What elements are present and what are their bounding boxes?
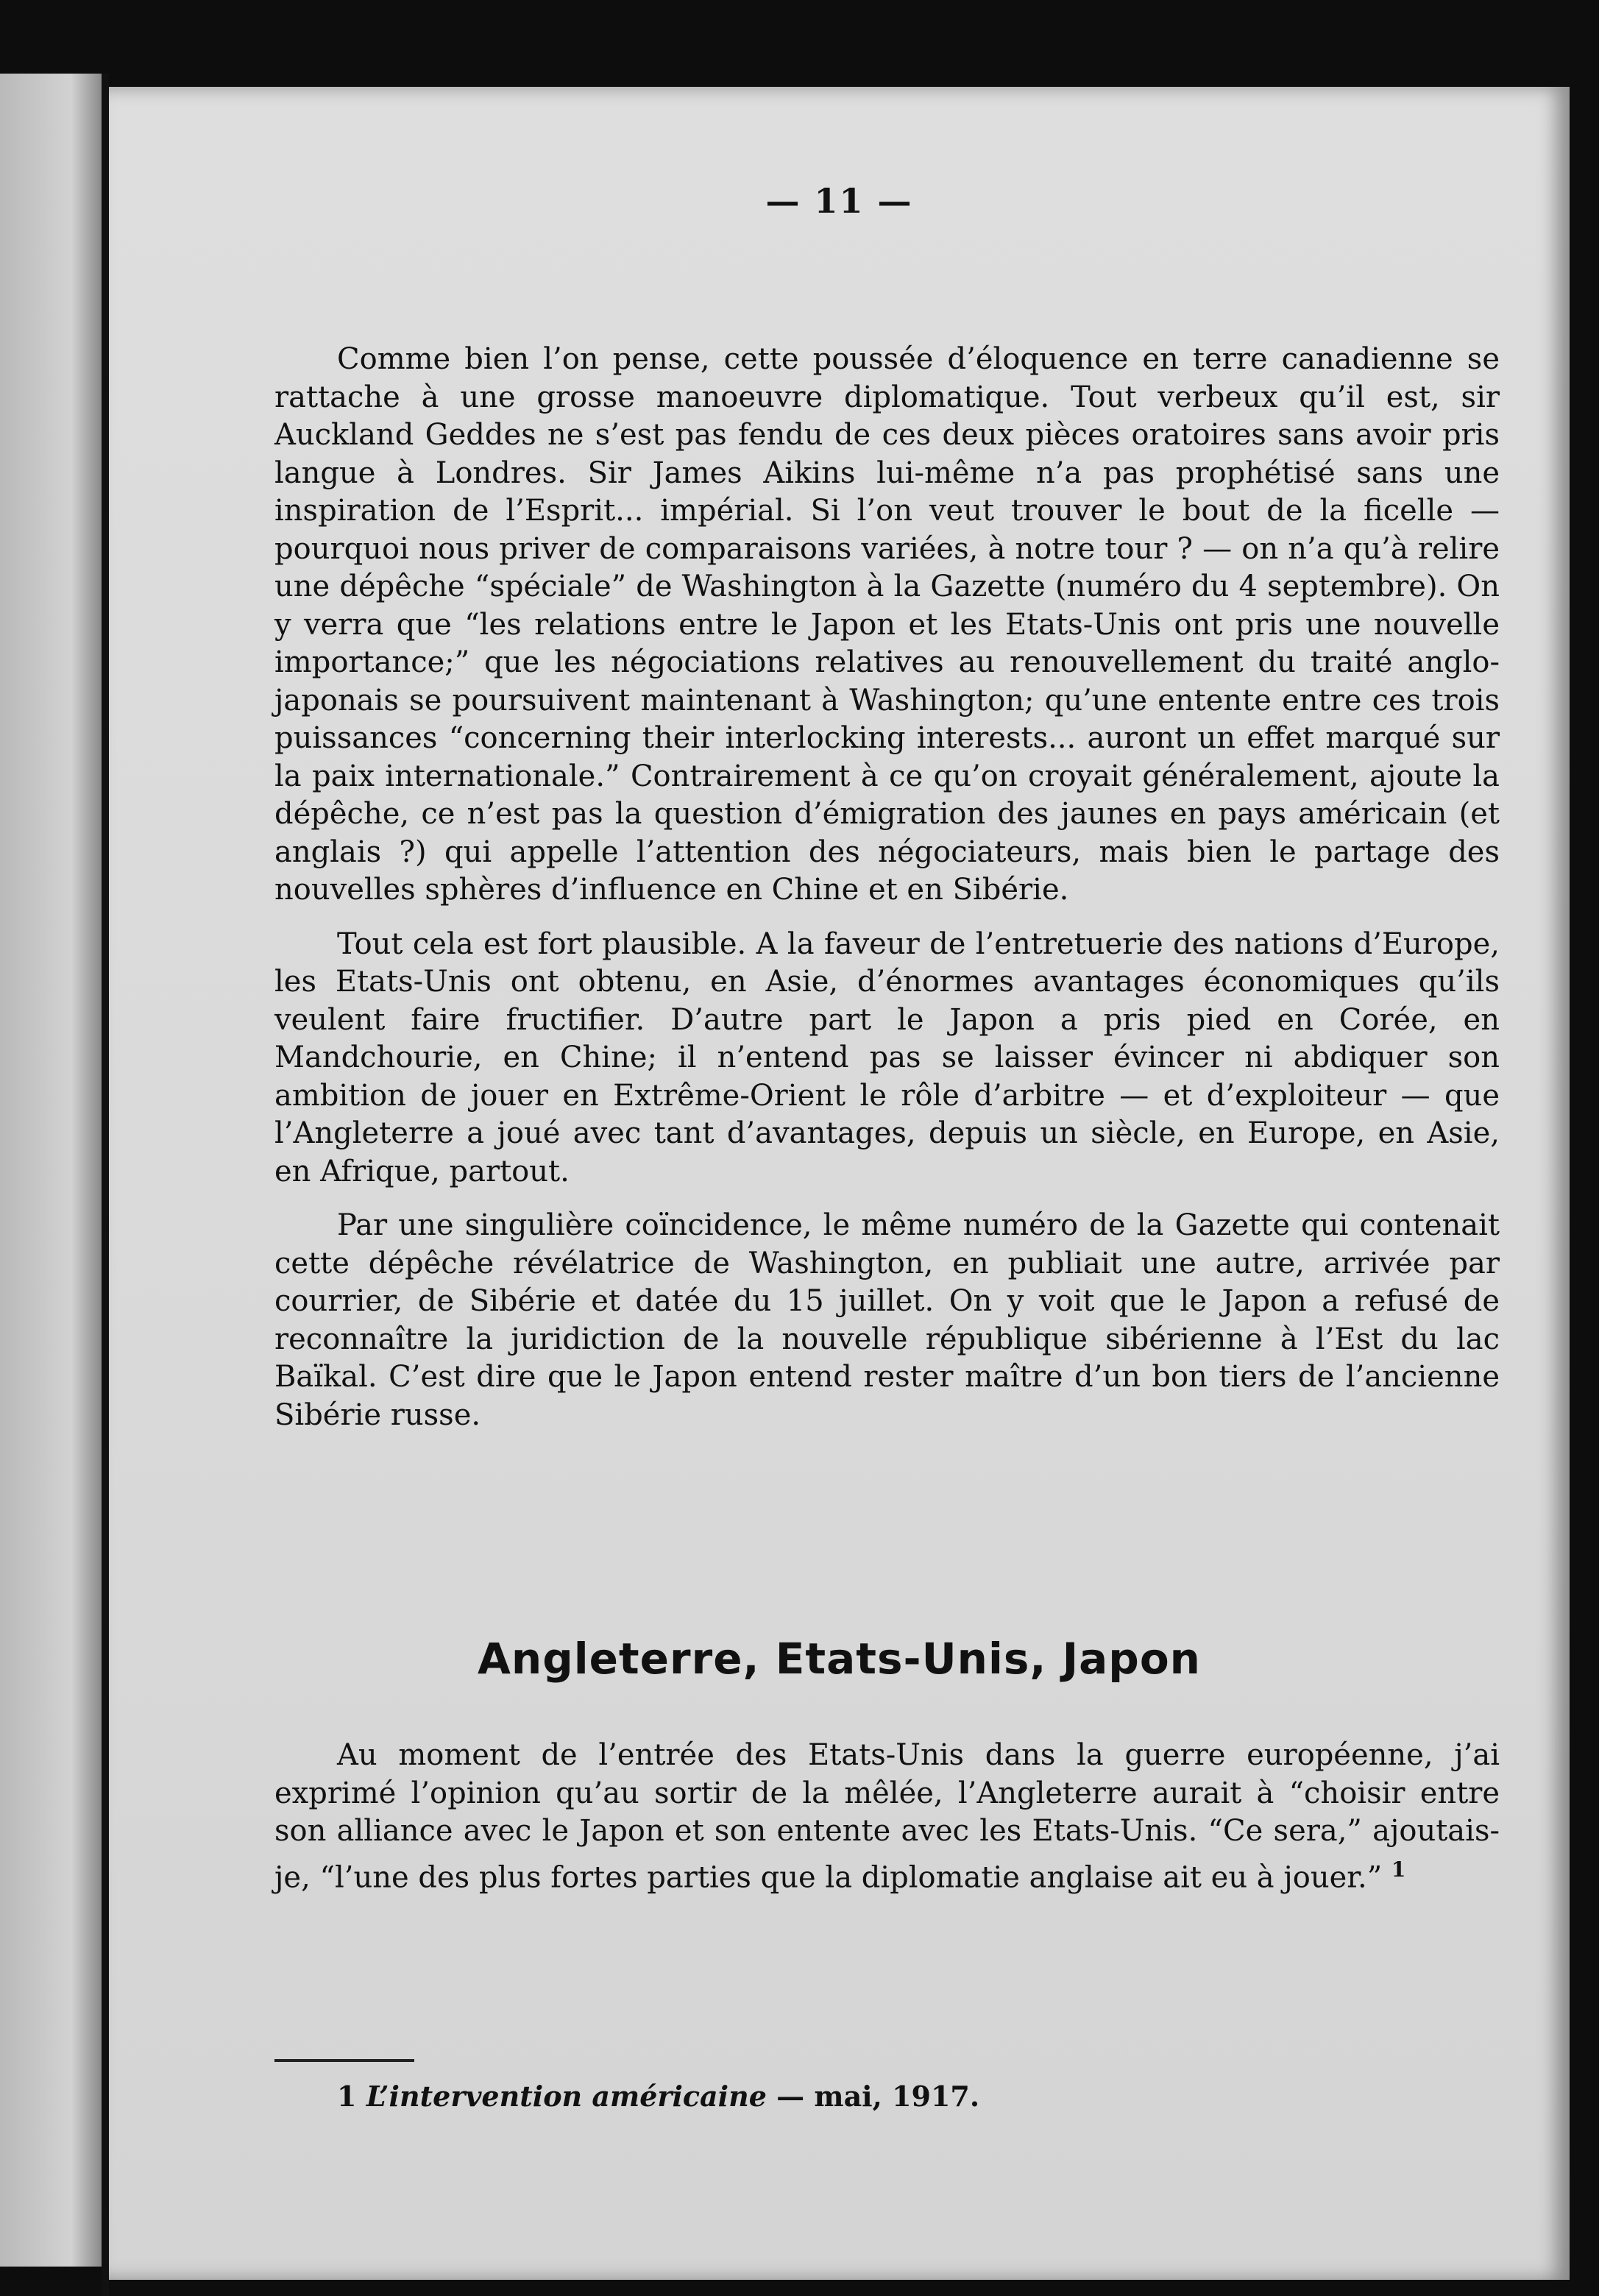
- page-number: — 11 —: [765, 181, 913, 221]
- book-gutter: [102, 74, 109, 2296]
- paragraph-1: Comme bien l’on pense, cette poussée d’éloquence en terre canadienne se rattache à une grosse manoeuvre diplomatique. Tout verbeux qu’il est, sir Auckland Geddes ne s’est pas fendu de ces deux pièces oratoires sans avoir pris langue à Londres. Sir James Aikins lui-même n’a pas prophétisé sans une inspiration de l’Esprit... impérial. Si l’on veut trouver le bout de la ficelle — pourquoi nous priver de comparaisons variées, à notre tour ? — on n’a qu’à relire une dépêche “spéciale” de Washington à la Gazette (numéro du 4 septembre). On y verra que “les relations entre le Japon et les Etats-Unis ont pris une nouvelle importance;” que les négociations relatives au renouvellement du traité anglo-japonais se poursuivent maintenant à Washington; qu’une entente entre ces trois puissances “concerning their interlocking interests... auront un effet marqué sur la paix internationale.” Contrairement à ce qu’on croyait généralement, ajoute la dépêche, ce n’est pas la question d’émigration des jaunes en pays américain (et anglais ?) qui appelle l’attention des négociateurs, mais bien le partage des nouvelles sphères d’influence en Chine et en Sibérie.: [274, 342, 1500, 907]
- paragraph-2: Tout cela est fort plausible. A la faveur de l’entretuerie des nations d’Europe, les Etats-Unis ont obtenu, en Asie, d’énormes avantages économiques qu’ils veulent faire fructifier. D’autre part le Japon a pris pied en Corée, en Mandchourie, en Chine; il n’entend pas se laisser évincer ni abdiquer son ambition de jouer en Extrême-Orient le rôle d’arbitre — et d’exploiteur — que l’Angleterre a joué avec tant d’avantages, depuis un siècle, en Europe, en Asie, en Afrique, partout.: [274, 926, 1500, 1188]
- footnote-rest: — mai, 1917.: [776, 2080, 980, 2113]
- body-text: [274, 341, 1500, 1434]
- footnote-number: 1: [337, 2080, 357, 2113]
- footnote-title: L’intervention américaine: [366, 2080, 767, 2113]
- footnote-divider: [274, 2059, 414, 2062]
- paragraph-3: Par une singulière coïncidence, le même numéro de la Gazette qui contenait cette dépêche révélatrice de Washington, en publiait une autre, arrivée par courrier, de Sibérie et datée du 15 juillet. On y voit que le Japon a refusé de reconnaître la juridiction de la nouvelle république sibérienne à l’Est du lac Baïkal. C’est dire que le Japon entend rester maître d’un bon tiers de l’ancienne Sibérie russe.: [274, 1208, 1500, 1432]
- section-paragraph: [274, 1737, 1500, 1896]
- section-heading: Angleterre, Etats-Unis, Japon: [478, 1634, 1201, 1684]
- adjacent-page-edge: [0, 74, 102, 2267]
- book-page: [109, 87, 1570, 2280]
- section-paragraph-text: Au moment de l’entrée des Etats-Unis dans la guerre européenne, j’ai exprimé l’opinion qu’au sortir de la mêlée, l’Angleterre aurait à “choisir entre son alliance avec le Japon et son entente avec les Etats-Unis. “Ce sera,” ajoutais-je, “l’une des plus fortes parties que la diplomatie anglaise ait eu à jouer.”: [274, 1738, 1500, 1894]
- section-body-text: [274, 1737, 1500, 1896]
- footnote-marker: 1: [1391, 1857, 1406, 1882]
- footnote: [337, 2080, 979, 2113]
